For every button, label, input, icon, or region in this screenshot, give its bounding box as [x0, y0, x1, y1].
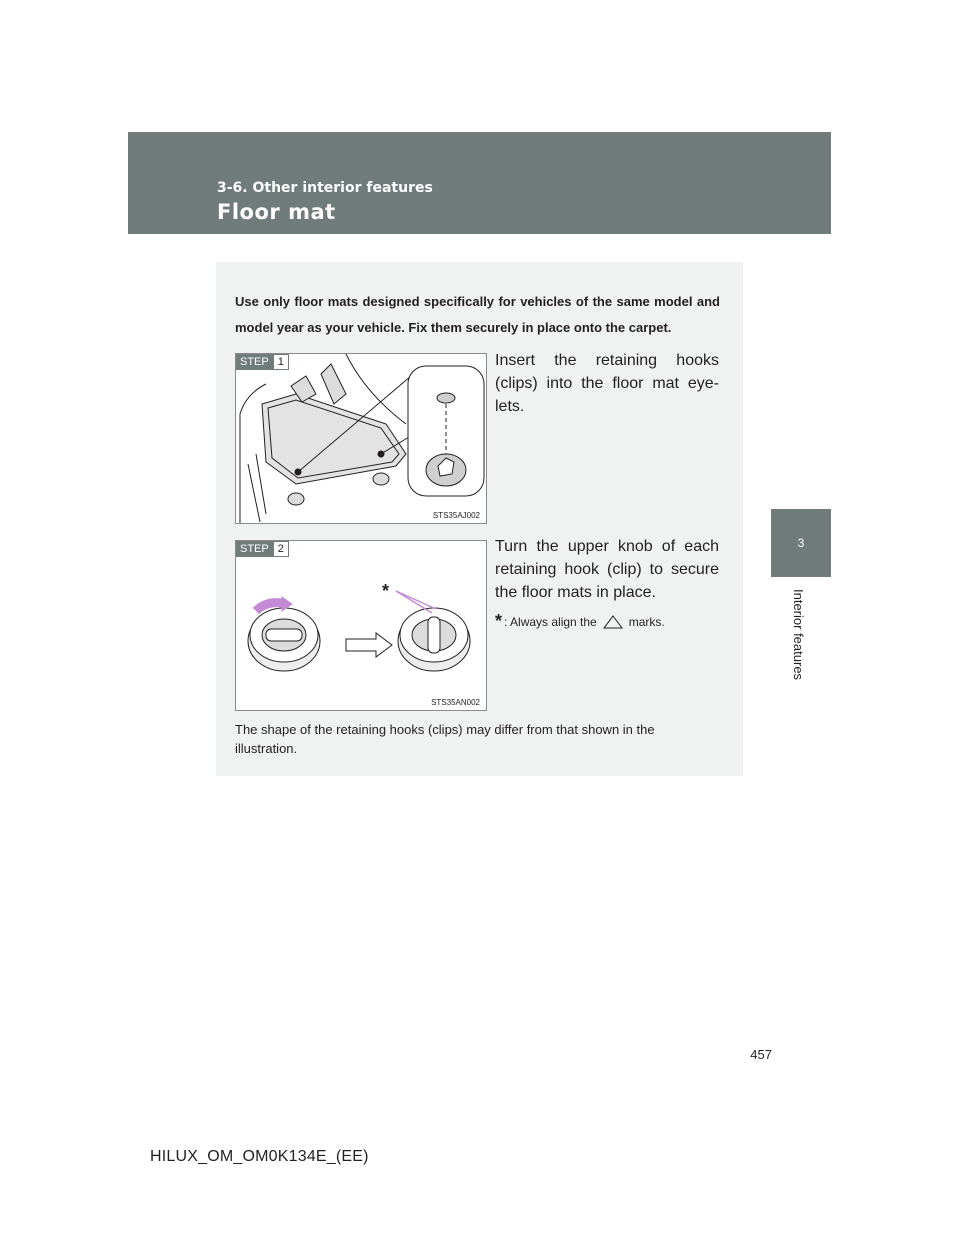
section-label: 3-6. Other interior features [217, 180, 433, 196]
svg-text:*: * [382, 581, 390, 601]
step-1-text: Insert the retaining hooks (clips) into the floor mat eye-lets. [495, 352, 719, 415]
note-text-after: marks. [628, 614, 665, 629]
page-number: 457 [750, 1047, 772, 1062]
note-text-before: : Always align the [504, 614, 597, 629]
triangle-mark-icon [601, 614, 625, 630]
figure-code: STS35AJ002 [432, 511, 480, 520]
caption: The shape of the retaining hooks (clips) may differ from that shown in the illustration. [235, 722, 655, 756]
chapter-tab[interactable] [771, 509, 831, 577]
step-word: STEP [236, 541, 273, 557]
chapter-number: 3 [797, 536, 805, 550]
figure-step-1 [235, 353, 487, 524]
page-title: Floor mat [217, 200, 336, 224]
document-code: HILUX_OM_OM0K134E_(EE) [150, 1148, 369, 1165]
alignment-note [495, 611, 725, 632]
figure-step-2 [235, 540, 487, 711]
intro-text: Use only floor mats designed specifically for vehicles of the same model and model year as your vehicle. Fix them securely in place onto the carpet. [235, 294, 720, 335]
note-marker: * [495, 611, 503, 631]
step-number: 1 [273, 354, 289, 370]
step-number: 2 [273, 541, 289, 557]
step-2-text: Turn the upper knob of each retaining hook (clip) to secure the floor mats in place. [495, 538, 719, 601]
step-word: STEP [236, 354, 273, 370]
chapter-title: Interior features [791, 589, 806, 681]
knob-rotation-illustration [236, 541, 486, 710]
floor-mat-illustration [236, 354, 486, 523]
figure-code: STS35AN002 [431, 698, 480, 707]
